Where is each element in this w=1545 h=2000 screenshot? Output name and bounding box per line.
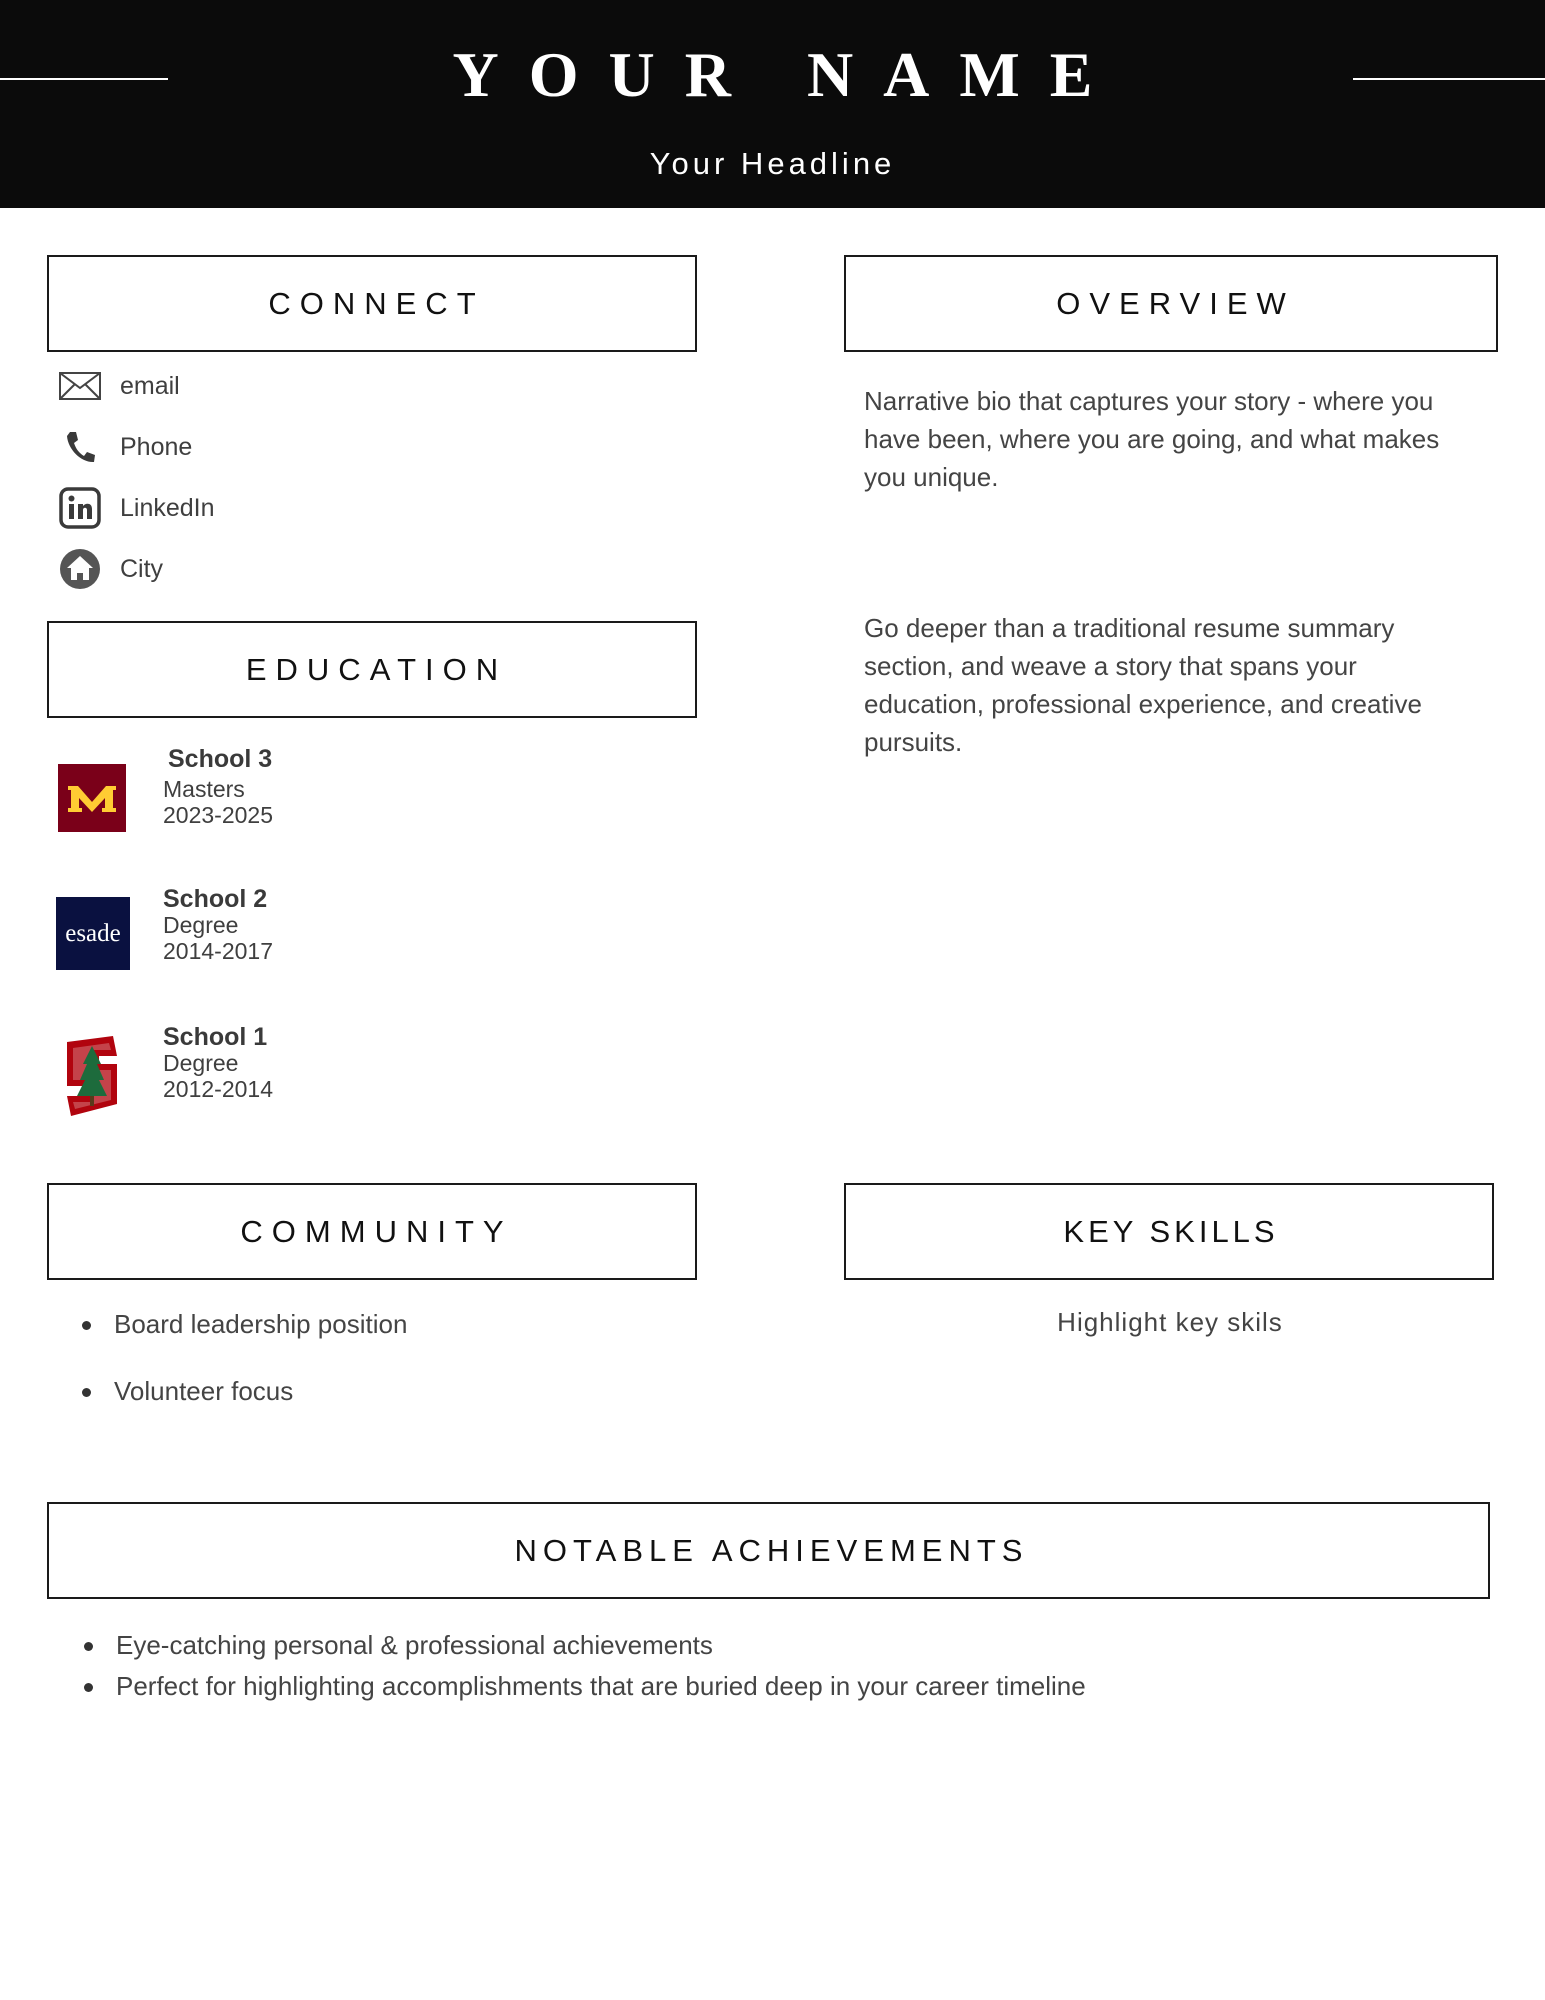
school-years: 2023-2025 bbox=[163, 802, 273, 828]
school-name: School 3 bbox=[168, 745, 273, 773]
phone-icon bbox=[57, 424, 103, 470]
contact-email-label: email bbox=[120, 371, 180, 400]
resume-name: YOUR NAME bbox=[452, 39, 1123, 110]
overview-section-title: OVERVIEW bbox=[844, 255, 1498, 352]
contact-linkedin[interactable] bbox=[57, 485, 215, 531]
home-icon bbox=[57, 546, 103, 592]
contact-phone-label: Phone bbox=[120, 432, 193, 461]
overview-paragraph-1: Narrative bio that captures your story - where you have been, where you are going, and what makes you unique. bbox=[864, 386, 1440, 492]
stanford-logo bbox=[63, 1034, 121, 1123]
envelope-icon bbox=[57, 363, 103, 409]
skills-section-title: KEY SKILLS bbox=[844, 1183, 1494, 1280]
education-section-title: EDUCATION bbox=[47, 621, 697, 718]
contact-email[interactable] bbox=[57, 363, 180, 409]
school-degree: Degree bbox=[163, 1050, 239, 1076]
contact-linkedin-label: LinkedIn bbox=[120, 493, 215, 522]
school-name: School 1 bbox=[163, 1023, 268, 1051]
school-name: School 2 bbox=[163, 885, 268, 913]
list-item: Perfect for highlighting accomplishments that are buried deep in your career timeline bbox=[84, 1671, 1086, 1702]
linkedin-icon bbox=[57, 485, 103, 531]
list-item: Volunteer focus bbox=[82, 1376, 407, 1407]
minnesota-logo bbox=[58, 764, 126, 837]
esade-logo: esade bbox=[56, 897, 130, 970]
overview-paragraph-2: Go deeper than a traditional resume summary section, and weave a story that spans your education, professional experience, and creative pursuits. bbox=[864, 613, 1422, 757]
school-years: 2012-2014 bbox=[163, 1076, 273, 1102]
school-years: 2014-2017 bbox=[163, 938, 273, 964]
school-degree: Degree bbox=[163, 912, 239, 938]
community-section-title: COMMUNITY bbox=[47, 1183, 697, 1280]
contact-phone[interactable] bbox=[57, 424, 192, 470]
resume-header bbox=[0, 0, 1545, 208]
contact-city-label: City bbox=[120, 554, 164, 583]
list-item: Board leadership position bbox=[82, 1309, 407, 1340]
skills-text: Highlight key skils bbox=[1057, 1307, 1283, 1337]
connect-section-title: CONNECT bbox=[47, 255, 697, 352]
resume-headline: Your Headline bbox=[649, 146, 896, 181]
achievements-list bbox=[84, 1630, 1086, 1702]
achievements-section-title: NOTABLE ACHIEVEMENTS bbox=[47, 1502, 1490, 1599]
community-list bbox=[82, 1309, 407, 1407]
contact-city[interactable] bbox=[57, 546, 163, 592]
list-item: Eye-catching personal & professional achievements bbox=[84, 1630, 1086, 1661]
school-degree: Masters bbox=[163, 776, 245, 802]
